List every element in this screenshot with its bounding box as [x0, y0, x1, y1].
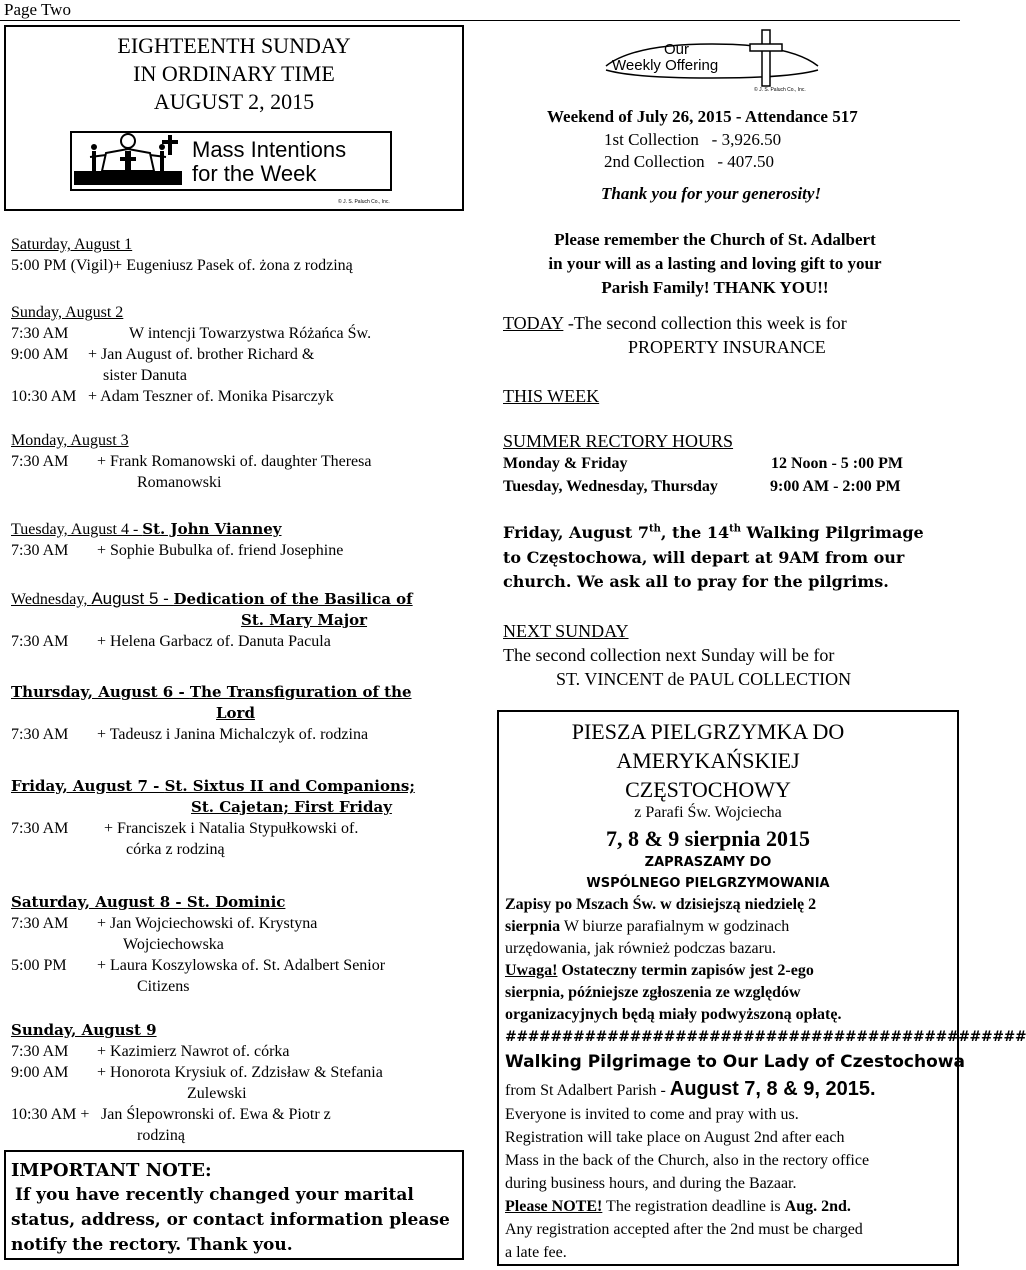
- remember-line-3: Parish Family! THANK YOU!!: [601, 278, 829, 297]
- intention-line: Romanowski: [137, 474, 222, 491]
- flyer-heading-1: PIESZA PIELGRZYMKA DO: [571, 719, 845, 744]
- important-note-line-1: If you have recently changed your marital: [15, 1185, 414, 1205]
- page-label: Page Two: [4, 0, 71, 19]
- day-heading: Thursday, August 6 - The Transfiguration of the: [11, 683, 412, 701]
- offering-thanks: Thank you for your generosity!: [601, 184, 822, 203]
- intention-line: 7:30 AM + Tadeusz i Janina Michalczyk of. rodzina: [11, 726, 369, 743]
- intention-line: 5:00 PM + Laura Koszylowska of. St. Adalbert Senior: [11, 957, 386, 974]
- day-monday-aug-3: [11, 430, 371, 493]
- today-line: TODAY -The second collection this week is for: [503, 313, 847, 333]
- flyer-signup-3: urzędowania, jak również podczas bazaru.: [505, 940, 776, 957]
- day-friday-aug-7: [11, 776, 415, 860]
- intention-line: 7:30 AM + Helena Garbacz of. Danuta Pacula: [11, 633, 331, 650]
- intention-line: 7:30 AM + Jan Wojciechowski of. Krystyna: [11, 915, 318, 932]
- flyer-parish: z Parafi Św. Wojciecha: [634, 804, 782, 821]
- day-heading: Tuesday, August 4 - St. John Vianney: [11, 520, 282, 538]
- important-note-line-2: status, address, or contact information please: [11, 1210, 450, 1230]
- flyer-heading-3: CZĘSTOCHOWY: [625, 777, 791, 802]
- intention-line: 7:30 AM + Franciszek i Natalia Stypułkowski of.: [11, 820, 359, 837]
- title-line-1: EIGHTEENTH SUNDAY: [117, 33, 351, 58]
- next-sunday-line-1: The second collection next Sunday will be for: [503, 645, 835, 665]
- intention-line: 7:30 AM W intencji Towarzystwa Różańca Św.: [11, 325, 372, 342]
- flyer-uwaga-2: sierpnia, późniejsze zgłoszenia ze względów: [505, 984, 801, 1001]
- day-heading-cont: St. Cajetan; First Friday: [191, 798, 392, 816]
- pilgrimage-line-1: Friday, August 7th, the 14th Walking Pilgrimage: [503, 523, 924, 542]
- page-title: [4, 32, 464, 116]
- flyer-invite-1: ZAPRASZAMY DO: [644, 855, 772, 870]
- flyer-uwaga-1: Uwaga! Ostateczny termin zapisów jest 2-ego: [505, 962, 814, 979]
- day-heading: Friday, August 7 - St. Sixtus II and Companions;: [11, 777, 415, 795]
- day-heading: Sunday, August 2: [11, 304, 124, 321]
- day-tuesday-aug-4: [11, 519, 343, 561]
- intention-line: córka z rodziną: [126, 841, 225, 858]
- intention-line: 5:00 PM (Vigil)+ Eugeniusz Pasek of. żona z rodziną: [11, 257, 353, 274]
- pilgrimage-line-3: church. We ask all to pray for the pilgrims.: [503, 572, 889, 591]
- mass-intentions-line-1: Mass Intentions: [192, 137, 347, 162]
- intention-line: sister Danuta: [103, 367, 187, 384]
- day-heading: Saturday, August 8 - St. Dominic: [11, 893, 286, 911]
- today-collection: PROPERTY INSURANCE: [628, 337, 826, 357]
- flyer-separator: ##############################################: [505, 1029, 1026, 1045]
- day-heading-cont: St. Mary Major: [241, 611, 368, 629]
- important-note-line-3: notify the rectory. Thank you.: [11, 1235, 293, 1255]
- intention-line: 10:30 AM + Jan Ślepowronski of. Ewa & Piotr z: [11, 1106, 331, 1123]
- day-sunday-aug-9: [11, 1020, 383, 1146]
- collection-2-row: 2nd Collection - 407.50: [604, 152, 774, 171]
- flyer-walk-from: from St Adalbert Parish - August 7, 8 & 9, 2015.: [505, 1078, 876, 1100]
- intention-line: rodziną: [137, 1127, 185, 1144]
- flyer-en-3: Mass in the back of the Church, also in the rectory office: [505, 1152, 870, 1169]
- day-heading: Sunday, August 9: [11, 1021, 157, 1039]
- day-sunday-aug-2: [11, 302, 371, 407]
- top-rule: [0, 20, 960, 21]
- intention-line: 9:00 AM + Jan August of. brother Richard &: [11, 346, 315, 363]
- day-saturday-aug-8: [11, 892, 385, 997]
- weekly-offering-logo: [604, 28, 820, 94]
- intention-line: Citizens: [137, 978, 190, 995]
- intention-line: Zulewski: [187, 1085, 247, 1102]
- offering-logo-copyright: © J. S. Paluch Co., Inc.: [754, 87, 806, 93]
- mass-intentions-copyright: © J. S. Paluch Co., Inc.: [338, 199, 390, 205]
- offering-logo-line-1: Our: [664, 41, 690, 58]
- flyer-walk-title: Walking Pilgrimage to Our Lady of Czestochowa: [505, 1052, 965, 1072]
- intention-line: 7:30 AM + Sophie Bubulka of. friend Josephine: [11, 542, 344, 559]
- mass-intentions-label: [192, 138, 346, 186]
- intention-line: Wojciechowska: [123, 936, 224, 953]
- collection-1-row: 1st Collection - 3,926.50: [604, 130, 782, 149]
- next-sunday-collection: ST. VINCENT de PAUL COLLECTION: [556, 669, 852, 689]
- day-wednesday-aug-5: [11, 588, 413, 652]
- day-saturday-aug-1: [11, 234, 353, 276]
- day-heading-cont: Lord: [216, 704, 255, 722]
- day-heading: Monday, August 3: [11, 432, 129, 449]
- next-sunday-heading: NEXT SUNDAY: [503, 621, 629, 641]
- day-thursday-aug-6: [11, 682, 432, 745]
- intention-line: 10:30 AM + Adam Teszner of. Monika Pisarczyk: [11, 388, 334, 405]
- day-heading: Saturday, August 1: [11, 236, 133, 253]
- rectory-row-1-days: Monday & Friday: [503, 455, 628, 472]
- title-line-2: IN ORDINARY TIME: [133, 61, 335, 86]
- weekend-attendance: Weekend of July 26, 2015 - Attendance 517: [547, 107, 858, 126]
- flyer-en-4: during business hours, and during the Bazaar.: [505, 1175, 797, 1192]
- remember-line-1: Please remember the Church of St. Adalbert: [554, 230, 876, 249]
- intention-line: 7:30 AM + Frank Romanowski of. daughter Theresa: [11, 453, 372, 470]
- intention-line: 7:30 AM + Kazimierz Nawrot of. córka: [11, 1043, 290, 1060]
- this-week-heading: THIS WEEK: [503, 386, 600, 406]
- rectory-row-2-hours: 9:00 AM - 2:00 PM: [770, 478, 901, 495]
- remember-line-2: in your will as a lasting and loving gift to your: [548, 254, 882, 273]
- offering-logo-line-2: Weekly Offering: [612, 57, 719, 74]
- flyer-en-1: Everyone is invited to come and pray with us.: [505, 1106, 799, 1123]
- flyer-en-7: a late fee.: [505, 1244, 567, 1261]
- flyer-dates: 7, 8 & 9 sierpnia 2015: [605, 826, 811, 851]
- mass-intentions-line-2: for the Week: [192, 161, 317, 186]
- flyer-signup-1: Zapisy po Mszach Św. w dzisiejszą niedzielę 2: [505, 896, 817, 913]
- important-note-heading: IMPORTANT NOTE:: [11, 1160, 212, 1181]
- rectory-row-2-days: Tuesday, Wednesday, Thursday: [503, 478, 718, 495]
- intention-line: 9:00 AM + Honorota Krysiuk of. Zdzisław & Stefania: [11, 1064, 383, 1081]
- rectory-hours-heading: SUMMER RECTORY HOURS: [503, 431, 734, 451]
- priest-altar-icon: [74, 134, 182, 185]
- flyer-heading-2: AMERYKAŃSKIEJ: [616, 748, 800, 773]
- rectory-row-1-hours: 12 Noon - 5 :00 PM: [771, 455, 903, 472]
- flyer-invite-2: WSPÓLNEGO PIELGRZYMOWANIA: [586, 876, 830, 891]
- title-line-3: AUGUST 2, 2015: [153, 89, 315, 114]
- flyer-uwaga-3: organizacyjnych będą miały podwyższoną opłatę.: [505, 1006, 842, 1023]
- flyer-signup-2: sierpnia W biurze parafialnym w godzinach: [505, 918, 790, 935]
- flyer-en-6: Any registration accepted after the 2nd must be charged: [505, 1221, 863, 1238]
- day-heading: Wednesday, August 5 - Dedication of the Basilica of: [11, 589, 413, 608]
- pilgrimage-line-2: to Częstochowa, will depart at 9AM from our: [503, 548, 905, 567]
- flyer-en-5: Please NOTE! The registration deadline is Aug. 2nd.: [505, 1198, 851, 1215]
- flyer-en-2: Registration will take place on August 2nd after each: [505, 1129, 845, 1146]
